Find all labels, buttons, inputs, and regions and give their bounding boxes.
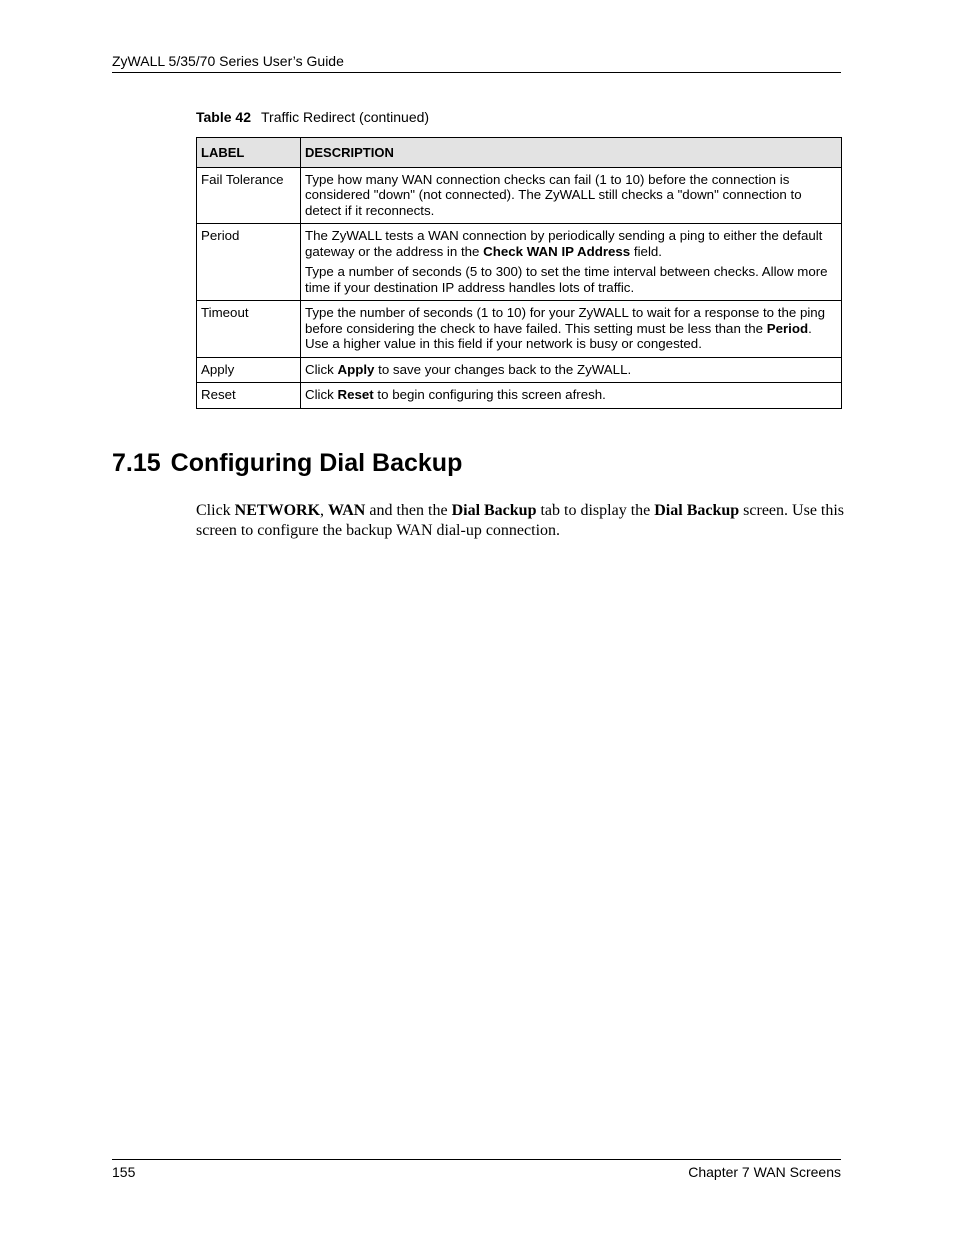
text-run: screen. Use this screen to configure the backup WAN dial-up connection. [196, 502, 845, 539]
section-number: 7.15 [112, 449, 161, 477]
text-run: . Use a higher value in this field if your network is busy or congested. [305, 320, 812, 351]
text-run: , [320, 502, 329, 519]
table-row [197, 383, 842, 409]
row-label: Period [197, 224, 301, 301]
guide-title: ZyWALL 5/35/70 Series User’s Guide [112, 53, 344, 69]
text-run: tab to display the [536, 502, 655, 519]
text-run: Click [196, 502, 235, 519]
row-description [301, 301, 842, 358]
text-run: The ZyWALL tests a WAN connection by periodically sending a ping to either the default gateway or the address in the [305, 228, 823, 259]
table-row [197, 167, 842, 224]
running-footer [112, 1159, 841, 1181]
description-paragraph [305, 387, 836, 403]
row-description [301, 224, 842, 301]
text-run: to begin configuring this screen afresh. [373, 387, 606, 402]
row-label: Timeout [197, 301, 301, 358]
section-title: Configuring Dial Backup [170, 449, 463, 477]
running-header [112, 52, 841, 73]
bold-term: Dial Backup [654, 502, 740, 519]
bold-term: Reset [337, 387, 374, 402]
table-row [197, 357, 842, 383]
column-header-description: DESCRIPTION [301, 138, 842, 168]
row-description [301, 167, 842, 224]
description-paragraph [305, 362, 836, 378]
table-header-row [197, 138, 842, 168]
description-paragraph: Type a number of seconds (5 to 300) to set the time interval between checks. Allow more time if your destination IP address handles lots of traffic. [305, 264, 828, 295]
bold-term: Dial Backup [451, 502, 537, 519]
description-paragraph [305, 228, 836, 259]
text-run: to save your changes back to the ZyWALL. [374, 361, 632, 377]
text-run: Type the number of seconds (1 to 10) for your ZyWALL to wait for a response to the ping before considering the check to have failed. This setting must be less than the [305, 305, 826, 336]
text-run: Click [305, 361, 338, 377]
text-run: field. [630, 243, 662, 259]
bold-term: Check WAN IP Address [483, 243, 631, 259]
table-row [197, 301, 842, 358]
traffic-redirect-table [196, 137, 842, 409]
table-row [197, 224, 842, 301]
row-description [301, 383, 842, 409]
bold-term: NETWORK [234, 502, 321, 519]
bold-term: WAN [328, 502, 366, 519]
table-caption [196, 108, 429, 126]
table-caption-number: Table 42 [196, 109, 251, 125]
chapter-title: Chapter 7 WAN Screens [688, 1164, 841, 1180]
page-number: 155 [112, 1164, 136, 1180]
table-caption-title: Traffic Redirect (continued) [261, 109, 430, 125]
description-paragraph [305, 305, 836, 352]
column-header-label: LABEL [197, 138, 301, 168]
row-label: Apply [197, 357, 301, 383]
text-run: Click [305, 387, 338, 402]
text-run: and then the [365, 502, 452, 519]
bold-term: Apply [337, 361, 375, 377]
row-label: Fail Tolerance [197, 167, 301, 224]
body-paragraph [196, 501, 846, 541]
row-label: Reset [197, 383, 301, 409]
bold-term: Period [766, 320, 809, 336]
row-description [301, 357, 842, 383]
description-paragraph: Type how many WAN connection checks can fail (1 to 10) before the connection is considered "down" (not connected). The ZyWALL still checks a "down" connection to detect if it reconnects. [305, 171, 802, 218]
section-heading [112, 448, 462, 478]
